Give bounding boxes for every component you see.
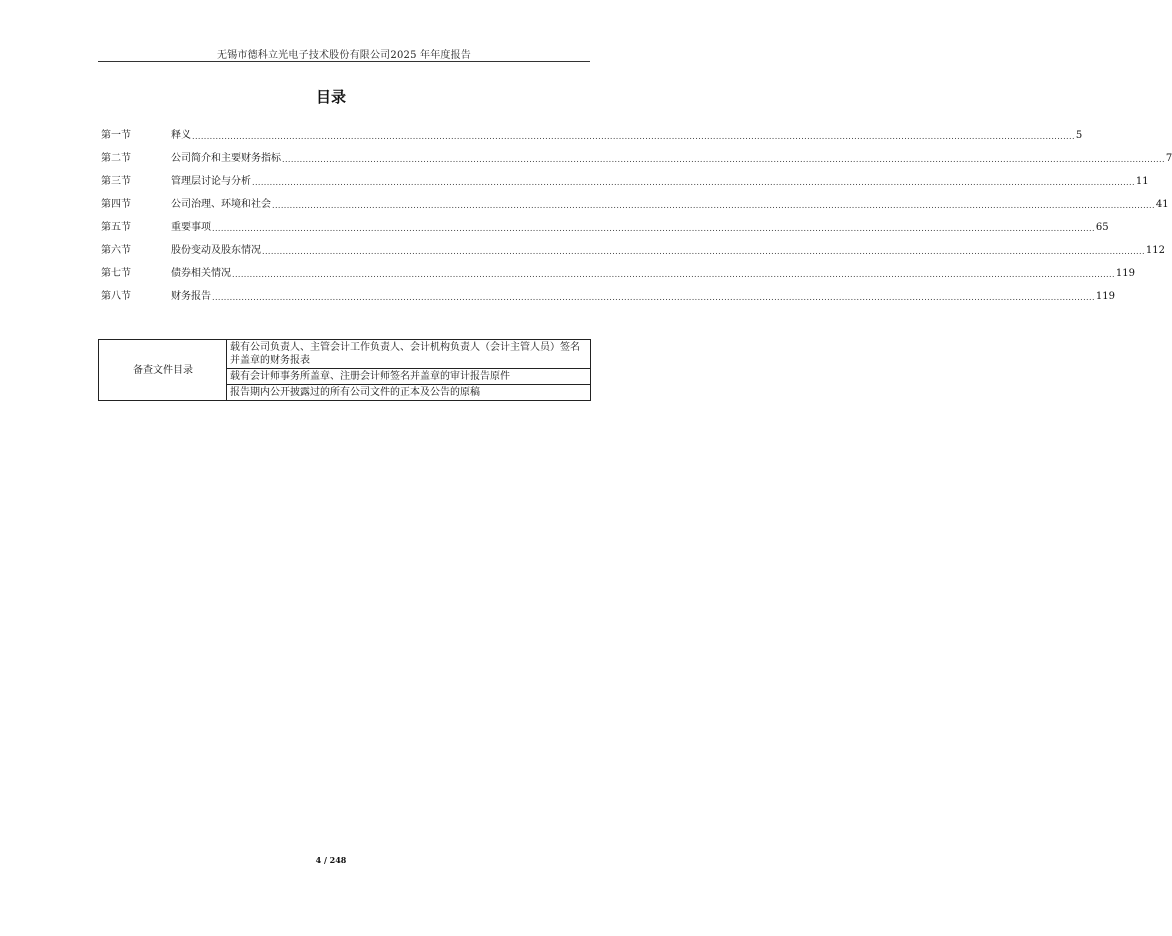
toc-section-number: 第八节 — [101, 290, 131, 302]
toc-section-title: 管理层讨论与分析 — [171, 175, 251, 187]
toc-section-title: 重要事项 — [171, 221, 211, 233]
toc-section-number: 第二节 — [101, 152, 131, 164]
toc-row[interactable] — [101, 239, 1165, 262]
toc-section-number: 第四节 — [101, 198, 131, 210]
toc-section-title: 释义 — [171, 129, 191, 141]
reference-documents-table — [98, 339, 591, 401]
toc-dot-leader: ............................................................................................................................................................................................................................................................................................................ — [212, 223, 1095, 233]
header-rule — [98, 61, 590, 62]
table-row — [99, 340, 591, 369]
toc-section-title: 公司简介和主要财务指标 — [171, 152, 281, 164]
toc-row[interactable] — [101, 285, 1115, 308]
reference-documents-label: 备查文件目录 — [99, 340, 227, 401]
toc-row[interactable] — [101, 262, 1135, 285]
page-header: 无锡市德科立光电子技术股份有限公司2025 年年度报告 — [216, 50, 472, 61]
toc-dot-leader: ............................................................................................................................................................................................................................................................................................................ — [212, 292, 1095, 302]
toc-page-number: 112 — [1145, 244, 1165, 256]
page-title: 目录 — [315, 88, 346, 106]
toc-dot-leader: ............................................................................................................................................................................................................................................................................................................ — [272, 200, 1155, 210]
toc-page-number: 119 — [1095, 290, 1115, 302]
toc-page-number: 65 — [1095, 221, 1109, 233]
toc-section-number: 第三节 — [101, 175, 131, 187]
reference-document-item: 载有会计师事务所盖章、注册会计师签名并盖章的审计报告原件 — [227, 369, 591, 385]
toc-page-number: 5 — [1075, 129, 1083, 141]
toc-page-number: 11 — [1135, 175, 1149, 187]
toc-section-number: 第七节 — [101, 267, 131, 279]
reference-document-item: 载有公司负责人、主管会计工作负责人、会计机构负责人（会计主管人员）签名并盖章的财务报表 — [227, 340, 591, 369]
table-of-contents — [101, 124, 1172, 308]
toc-row[interactable] — [101, 216, 1109, 239]
reference-document-item: 报告期内公开披露过的所有公司文件的正本及公告的原稿 — [227, 385, 591, 401]
toc-section-title: 财务报告 — [171, 290, 211, 302]
toc-dot-leader: ............................................................................................................................................................................................................................................................................................................ — [192, 131, 1075, 141]
toc-dot-leader: ............................................................................................................................................................................................................................................................................................................ — [262, 246, 1145, 256]
page-number-footer: 4 / 248 — [315, 855, 347, 865]
toc-section-number: 第一节 — [101, 129, 131, 141]
toc-row[interactable] — [101, 147, 1172, 170]
toc-dot-leader: ............................................................................................................................................................................................................................................................................................................ — [282, 154, 1165, 164]
toc-row[interactable] — [101, 193, 1169, 216]
toc-section-number: 第六节 — [101, 244, 131, 256]
toc-page-number: 41 — [1155, 198, 1169, 210]
toc-row[interactable] — [101, 124, 1083, 147]
toc-section-title: 股份变动及股东情况 — [171, 244, 261, 256]
toc-section-title: 公司治理、环境和社会 — [171, 198, 271, 210]
toc-row[interactable] — [101, 170, 1149, 193]
toc-section-title: 债券相关情况 — [171, 267, 231, 279]
toc-dot-leader: ............................................................................................................................................................................................................................................................................................................ — [252, 177, 1135, 187]
toc-dot-leader: ............................................................................................................................................................................................................................................................................................................ — [232, 269, 1115, 279]
toc-page-number: 119 — [1115, 267, 1135, 279]
toc-section-number: 第五节 — [101, 221, 131, 233]
toc-page-number: 7 — [1165, 152, 1172, 164]
